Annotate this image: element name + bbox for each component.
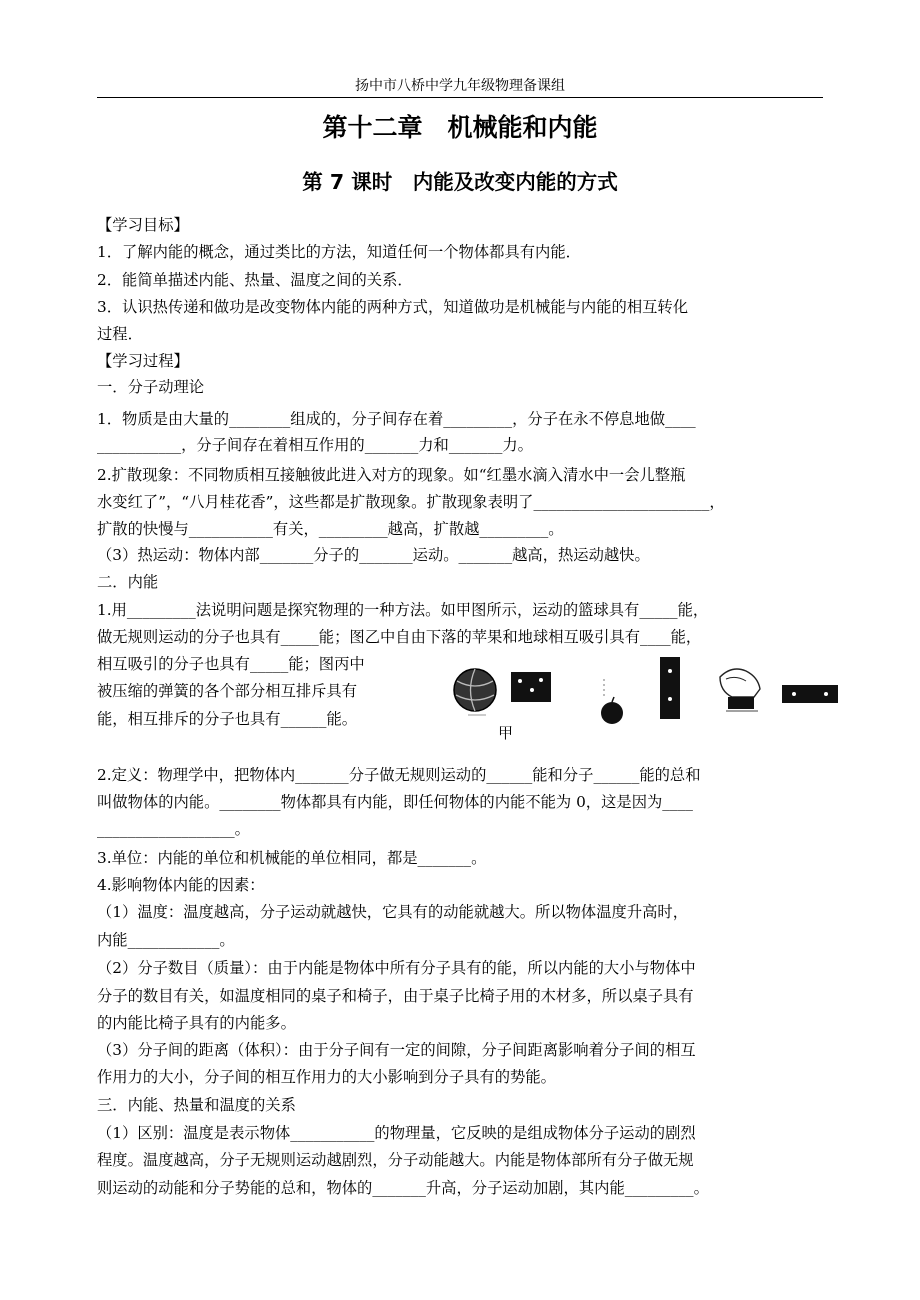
figure-caption: 甲 [498,724,514,742]
section-heading-relation: 三．内能、热量和温度的关系 [97,1096,296,1114]
hand-pressing-spring-icon [720,669,760,711]
text-line: 被压缩的弹簧的各个部分相互排斥具有 [97,682,358,700]
molecule-block-icon [782,685,838,703]
text-line: 叫做物体的内能。________物体都具有内能，即任何物体的内能不能为 0，这是因为____ [97,793,693,811]
text-line: （3）热运动：物体内部_______分子的_______运动。_______越高，热运动越快。 [97,546,650,564]
text-line: 一．分子动理论 [97,378,205,396]
text-line: （1）区别：温度是表示物体___________的物理量，它反映的是组成物体分子运动的剧烈 [97,1124,696,1142]
molecule-block-icon [511,672,551,702]
section-heading-goals: 【学习目标】 [97,216,189,234]
text-line: 2.扩散现象：不同物质相互接触彼此进入对方的现象。如“红墨水滴入清水中一会儿整瓶 [97,466,686,484]
text-line: （2）分子数目（质量）：由于内能是物体中所有分子具有的能，所以内能的大小与物体中 [97,959,696,977]
molecule-block-icon [660,657,680,719]
text-line: 扩散的快慢与___________有关，_________越高，扩散越_________。 [97,520,564,538]
text-line: __________________。 [97,820,250,838]
text-line: 做无规则运动的分子也具有_____能；图乙中自由下落的苹果和地球相互吸引具有____能， [97,628,702,646]
text-line: 分子的数目有关，如温度相同的桌子和椅子，由于桌子比椅子用的木材多，所以桌子具有 [97,987,694,1005]
text-line: 2．能简单描述内能、热量、温度之间的关系． [97,271,413,289]
text-line: （3）分子间的距离（体积）：由于分子间有一定的间隙，分子间距离影响着分子间的相互 [97,1041,696,1059]
chapter-title: 第十二章 机械能和内能 [322,113,598,142]
text-line: 4.影响物体内能的因素： [97,876,265,894]
text-line: 1．了解内能的概念，通过类比的方法，知道任何一个物体都具有内能． [97,243,581,261]
header-divider [97,97,823,98]
lesson-title: 第 7 课时 内能及改变内能的方式 [302,170,618,194]
apple-icon [601,679,623,724]
text-line: 作用力的大小，分子间的相互作用力的大小影响到分子具有的势能。 [97,1068,556,1086]
text-line: 过程． [97,325,143,343]
text-line: 1．物质是由大量的________组成的，分子间存在着_________，分子在永不停息地做____ [97,410,696,428]
text-line: 相互吸引的分子也具有_____能；图丙中 [97,655,365,673]
text-line: 水变红了”，“八月桂花香”，这些都是扩散现象。扩散现象表明了_______________________， [97,493,725,511]
text-line: 1.用_________法说明问题是探究物理的一种方法。如甲图所示，运动的篮球具有_____能， [97,601,709,619]
text-line: 2.定义：物理学中，把物体内_______分子做无规则运动的______能和分子______能的总和 [97,766,701,784]
text-line: 的内能比椅子具有的内能多。 [97,1014,296,1032]
text-line: 3．认识热传递和做功是改变物体内能的两种方式，知道做功是机械能与内能的相互转化 [97,298,689,316]
text-line: ___________，分子间存在着相互作用的_______力和_______力。 [97,436,533,454]
text-line: （1）温度：温度越高，分子运动就越快，它具有的动能就越大。所以物体温度升高时， [97,903,689,921]
section-heading-process: 【学习过程】 [97,352,189,370]
text-line: 内能____________。 [97,931,235,949]
basketball-icon [454,669,496,715]
text-line: 二．内能 [97,573,159,591]
page-header: 扬中市八桥中学九年级物理备课组 [355,78,565,94]
text-line: 程度。温度越高，分子无规则运动越剧烈，分子动能越大。内能是物体部所有分子做无规 [97,1151,694,1169]
text-line: 则运动的动能和分子势能的总和，物体的_______升高，分子运动加剧，其内能_________。 [97,1179,709,1197]
text-line: 3.单位：内能的单位和机械能的单位相同，都是_______。 [97,849,487,867]
text-line: 能，相互排斥的分子也具有______能。 [97,710,358,728]
